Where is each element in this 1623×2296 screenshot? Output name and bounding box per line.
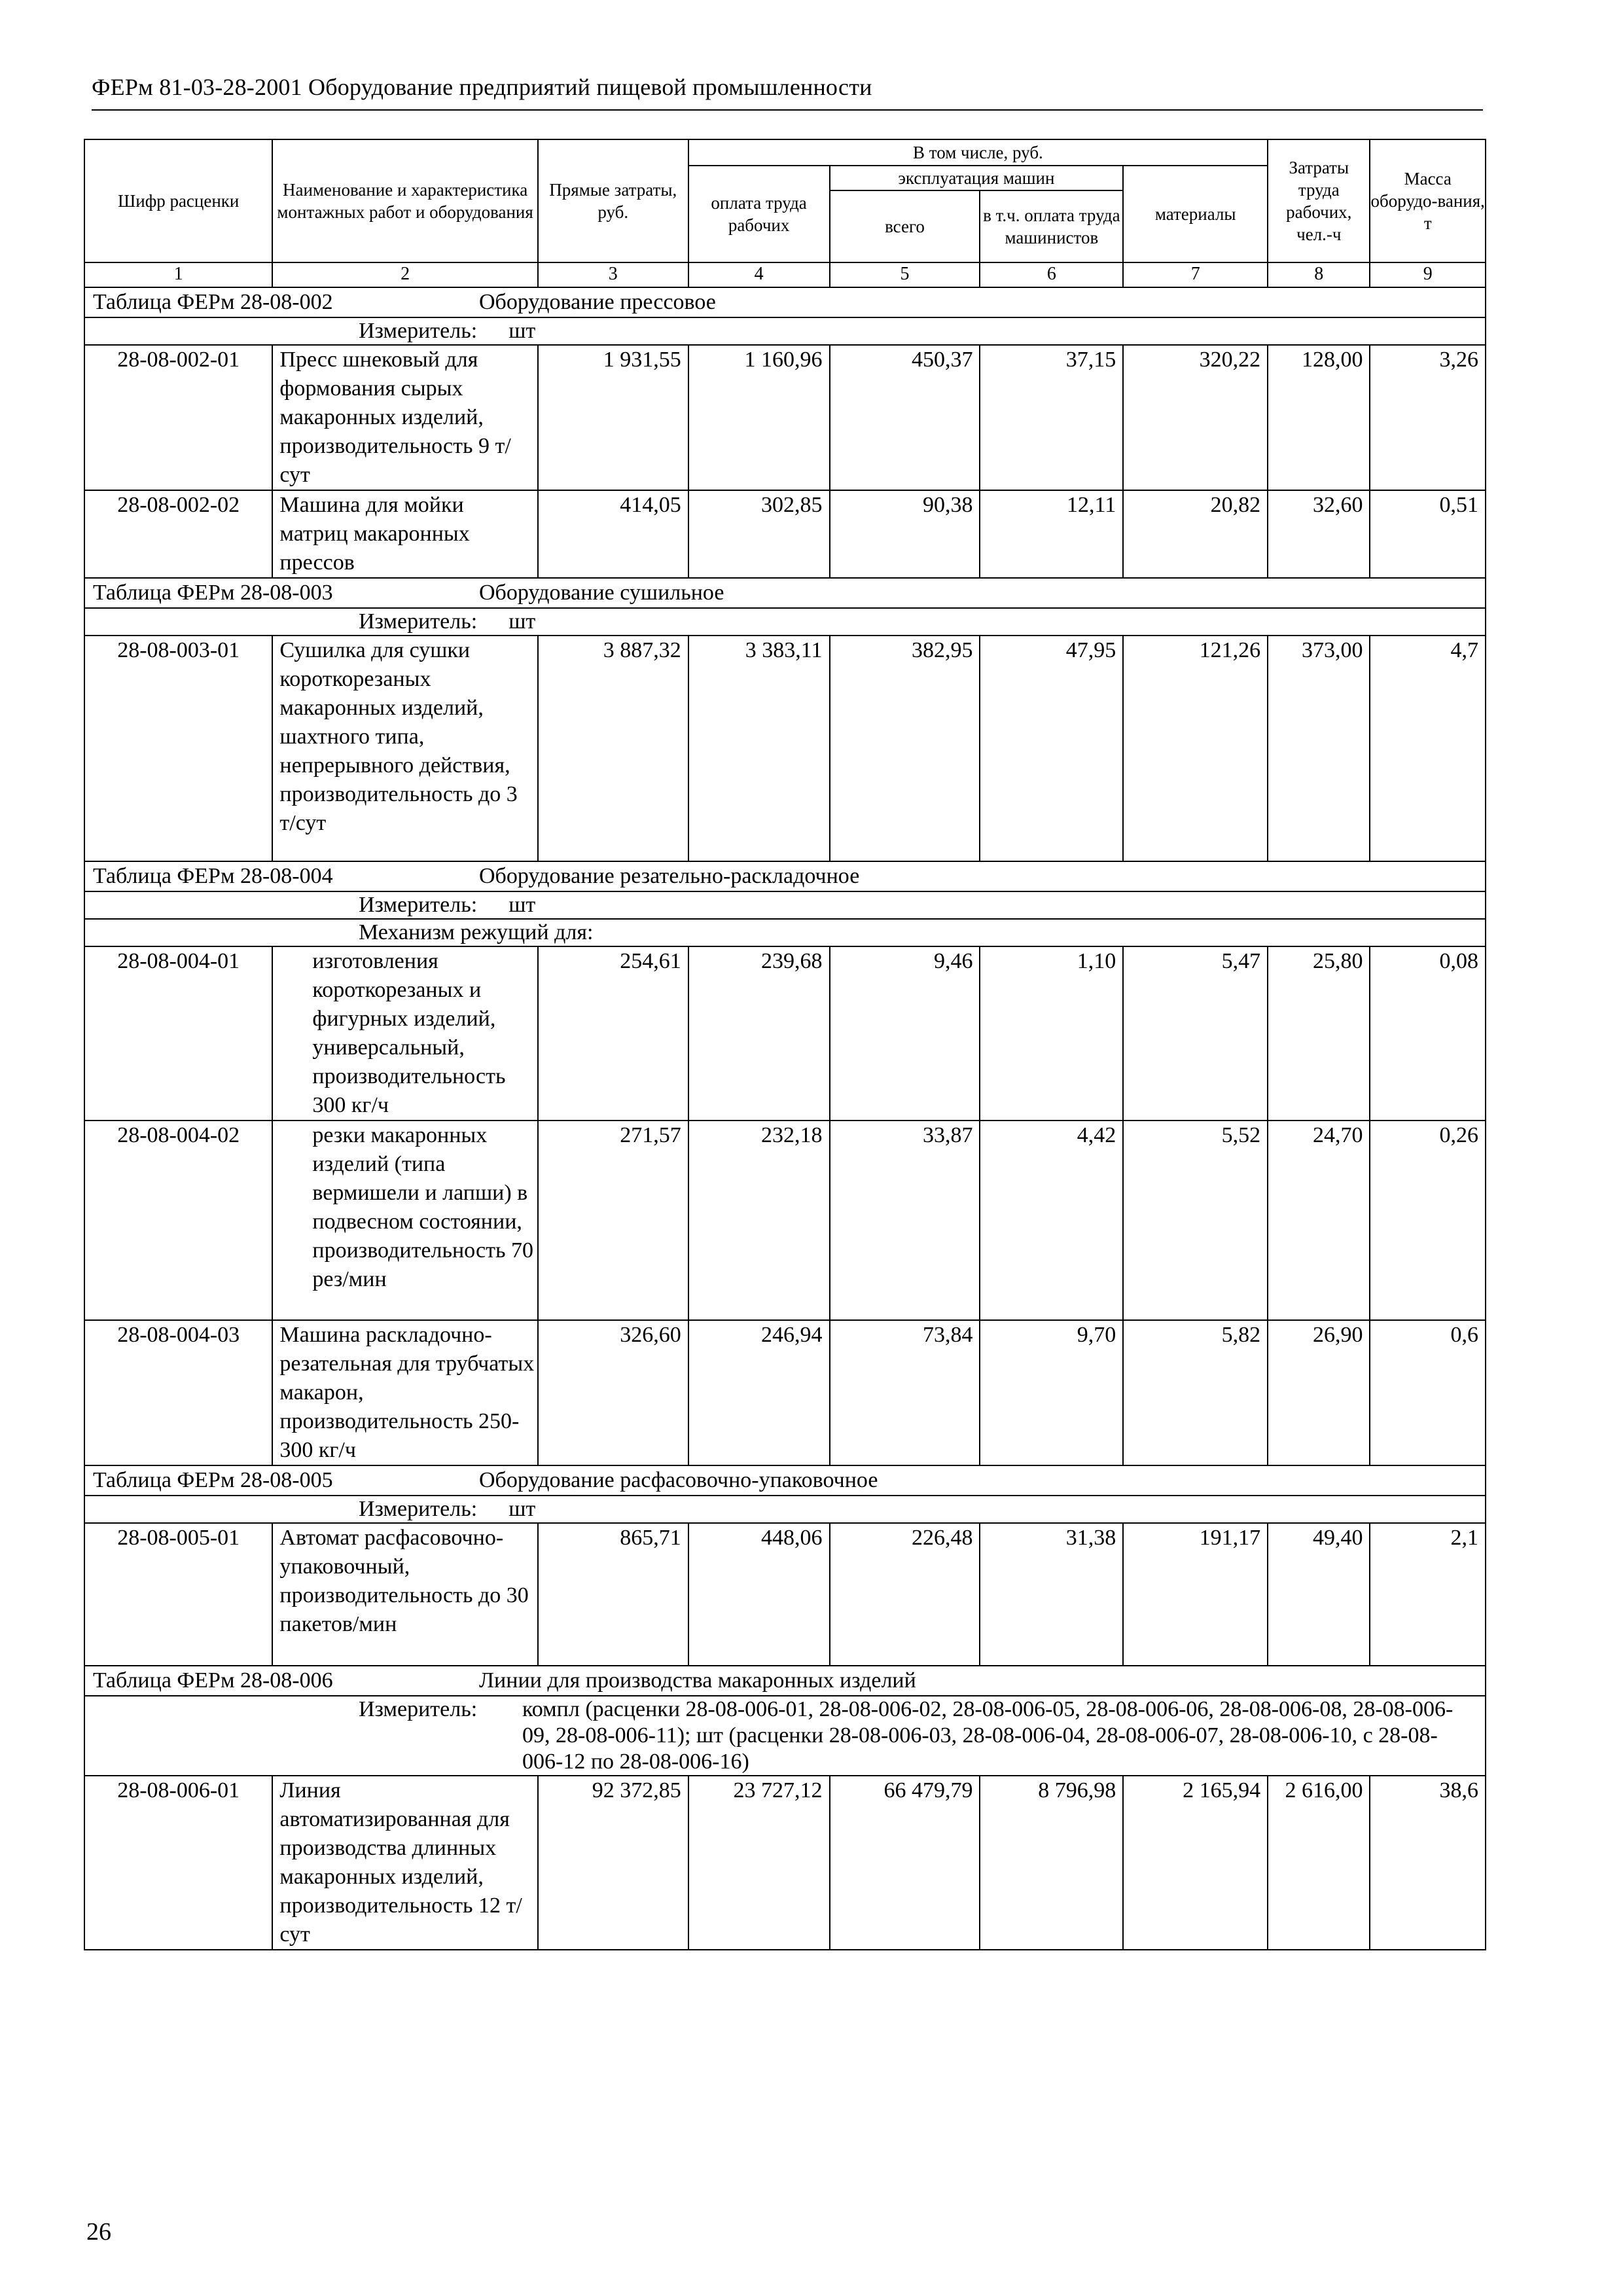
machinists-pay: 1,10 (980, 946, 1123, 1121)
labor-hours: 373,00 (1268, 636, 1370, 861)
table-row (84, 1776, 1486, 1950)
rate-code: 28-08-004-03 (84, 1320, 272, 1465)
equipment-mass: 0,6 (1370, 1320, 1486, 1465)
subgroup-label: Механизм режущий для: (359, 920, 594, 944)
rate-name: Линия автоматизированная для производства длинных макаронных изделий, производительность 12 т/сут (272, 1776, 537, 1950)
table-row (84, 1121, 1486, 1320)
meter-value: шт (508, 609, 536, 634)
section-code: Таблица ФЕРм 28-08-005 (93, 1468, 333, 1492)
rate-code: 28-08-006-01 (84, 1776, 272, 1950)
direct-cost: 1 931,55 (538, 345, 688, 490)
labor-hours: 128,00 (1268, 345, 1370, 490)
running-header: ФЕРм 81-03-28-2001 Оборудование предприятий пищевой промышленности (92, 74, 872, 100)
machines-total: 90,38 (830, 490, 980, 578)
col-header-code: Шифр расценки (84, 139, 272, 262)
col-number: 9 (1370, 262, 1486, 287)
rate-code: 28-08-002-02 (84, 490, 272, 578)
labor-pay: 3 383,11 (688, 636, 830, 861)
meter-value: шт (508, 1497, 536, 1521)
section-title: Линии для производства макаронных изделий (479, 1668, 916, 1693)
col-header-machinists: в т.ч. оплата труда машинистов (980, 190, 1123, 262)
labor-hours: 2 616,00 (1268, 1776, 1370, 1950)
labor-hours: 26,90 (1268, 1320, 1370, 1465)
table-row (84, 490, 1486, 578)
direct-cost: 865,71 (538, 1523, 688, 1666)
meter-row (84, 317, 1486, 345)
rates-table (84, 139, 1486, 1950)
direct-cost: 254,61 (538, 946, 688, 1121)
col-header-machines-total: всего (830, 190, 980, 262)
labor-pay: 1 160,96 (688, 345, 830, 490)
meter-label: Измеритель: (359, 1697, 478, 1721)
rate-code: 28-08-004-02 (84, 1121, 272, 1320)
page-number: 26 (86, 2218, 111, 2246)
materials-cost: 191,17 (1123, 1523, 1268, 1666)
machines-total: 66 479,79 (830, 1776, 980, 1950)
direct-cost: 414,05 (538, 490, 688, 578)
machines-total: 226,48 (830, 1523, 980, 1666)
section-code: Таблица ФЕРм 28-08-003 (93, 581, 333, 605)
col-header-labor: оплата труда рабочих (688, 166, 830, 262)
labor-hours: 24,70 (1268, 1121, 1370, 1320)
section-title: Оборудование резательно-раскладочное (479, 864, 860, 888)
section-title: Оборудование прессовое (479, 290, 716, 314)
col-number: 2 (272, 262, 537, 287)
table-row (84, 636, 1486, 861)
meter-label: Измеритель: (359, 609, 478, 634)
col-header-name: Наименование и характеристика монтажных работ и оборудования (272, 139, 537, 262)
section-title-row (84, 287, 1486, 317)
meter-row (84, 891, 1486, 919)
section-code: Таблица ФЕРм 28-08-004 (93, 864, 333, 888)
materials-cost: 5,47 (1123, 946, 1268, 1121)
materials-cost: 20,82 (1123, 490, 1268, 578)
equipment-mass: 4,7 (1370, 636, 1486, 861)
section-title-row (84, 1666, 1486, 1696)
col-number: 3 (538, 262, 688, 287)
col-number: 7 (1123, 262, 1268, 287)
labor-pay: 246,94 (688, 1320, 830, 1465)
table-row (84, 946, 1486, 1121)
labor-pay: 232,18 (688, 1121, 830, 1320)
machines-total: 450,37 (830, 345, 980, 490)
labor-pay: 302,85 (688, 490, 830, 578)
equipment-mass: 38,6 (1370, 1776, 1486, 1950)
machinists-pay: 12,11 (980, 490, 1123, 578)
meter-row (84, 1496, 1486, 1523)
meter-value: шт (508, 319, 536, 343)
col-number: 5 (830, 262, 980, 287)
labor-hours: 32,60 (1268, 490, 1370, 578)
labor-pay: 239,68 (688, 946, 830, 1121)
materials-cost: 2 165,94 (1123, 1776, 1268, 1950)
materials-cost: 121,26 (1123, 636, 1268, 861)
col-number: 1 (84, 262, 272, 287)
direct-cost: 3 887,32 (538, 636, 688, 861)
rate-name: Сушилка для сушки короткорезаных макаронных изделий, шахтного типа, непрерывного действия, производительность до 3 т/сут (272, 636, 537, 861)
meter-value: шт (508, 893, 536, 917)
equipment-mass: 3,26 (1370, 345, 1486, 490)
section-code: Таблица ФЕРм 28-08-006 (93, 1668, 333, 1693)
meter-label: Измеритель: (359, 319, 478, 343)
rate-name: изготовления короткорезаных и фигурных изделий, универсальный, производительность 300 кг/ч (272, 946, 537, 1121)
rate-name: Автомат расфасовочно-упаковочный, производительность до 30 пакетов/мин (272, 1523, 537, 1666)
rate-name: Машина для мойки матриц макаронных прессов (272, 490, 537, 578)
section-title-row (84, 1465, 1486, 1496)
machines-total: 382,95 (830, 636, 980, 861)
rate-code: 28-08-002-01 (84, 345, 272, 490)
machinists-pay: 4,42 (980, 1121, 1123, 1320)
machines-total: 73,84 (830, 1320, 980, 1465)
machinists-pay: 31,38 (980, 1523, 1123, 1666)
rate-code: 28-08-004-01 (84, 946, 272, 1121)
materials-cost: 5,52 (1123, 1121, 1268, 1320)
meter-value: компл (расценки 28-08-006-01, 28-08-006-02, 28-08-006-05, 28-08-006-06, 28-08-006-08, 28-08-006-09, 28-08-006-11); шт (расценки 28-08-006-03, 28-08-006-04, 28-08-006-07, 28-08-006-10, с 28-08-006-12 по 28-08-006-16) (522, 1697, 1454, 1774)
meter-label: Измеритель: (359, 893, 478, 917)
rate-name: Пресс шнековый для формования сырых макаронных изделий, производительность 9 т/сут (272, 345, 537, 490)
machinists-pay: 47,95 (980, 636, 1123, 861)
col-number: 8 (1268, 262, 1370, 287)
col-header-labor-cost: Затраты труда рабочих, чел.-ч (1268, 139, 1370, 262)
col-header-mass: Масса оборудо-вания, т (1370, 139, 1486, 262)
col-header-materials: материалы (1123, 166, 1268, 262)
equipment-mass: 0,51 (1370, 490, 1486, 578)
machinists-pay: 9,70 (980, 1320, 1123, 1465)
equipment-mass: 0,08 (1370, 946, 1486, 1121)
rate-code: 28-08-005-01 (84, 1523, 272, 1666)
rate-name: Машина раскладочно-резательная для трубчатых макарон, производительность 250-300 кг/ч (272, 1320, 537, 1465)
machines-total: 33,87 (830, 1121, 980, 1320)
table-row (84, 345, 1486, 490)
col-header-incl: В том числе, руб. (688, 139, 1268, 166)
meter-label: Измеритель: (359, 1497, 478, 1521)
direct-cost: 92 372,85 (538, 1776, 688, 1950)
materials-cost: 5,82 (1123, 1320, 1268, 1465)
col-number: 4 (688, 262, 830, 287)
equipment-mass: 0,26 (1370, 1121, 1486, 1320)
section-title-row (84, 861, 1486, 891)
rate-code: 28-08-003-01 (84, 636, 272, 861)
col-header-direct: Прямые затраты, руб. (538, 139, 688, 262)
meter-row (84, 608, 1486, 636)
direct-cost: 271,57 (538, 1121, 688, 1320)
table-row (84, 1523, 1486, 1666)
materials-cost: 320,22 (1123, 345, 1268, 490)
subgroup-row (84, 919, 1486, 946)
header-rule (92, 109, 1483, 111)
rate-name: резки макаронных изделий (типа вермишели и лапши) в подвесном состоянии, производительность 70 рез/мин (272, 1121, 537, 1320)
table-row (84, 1320, 1486, 1465)
equipment-mass: 2,1 (1370, 1523, 1486, 1666)
machinists-pay: 8 796,98 (980, 1776, 1123, 1950)
labor-hours: 25,80 (1268, 946, 1370, 1121)
col-header-machines: эксплуатация машин (830, 166, 1124, 190)
section-title: Оборудование сушильное (479, 581, 724, 605)
machines-total: 9,46 (830, 946, 980, 1121)
labor-hours: 49,40 (1268, 1523, 1370, 1666)
section-title: Оборудование расфасовочно-упаковочное (479, 1468, 878, 1492)
direct-cost: 326,60 (538, 1320, 688, 1465)
column-numbers-row (84, 262, 1486, 287)
col-number: 6 (980, 262, 1123, 287)
section-code: Таблица ФЕРм 28-08-002 (93, 290, 333, 314)
machinists-pay: 37,15 (980, 345, 1123, 490)
labor-pay: 448,06 (688, 1523, 830, 1666)
section-title-row (84, 578, 1486, 608)
labor-pay: 23 727,12 (688, 1776, 830, 1950)
meter-row (84, 1696, 1486, 1776)
